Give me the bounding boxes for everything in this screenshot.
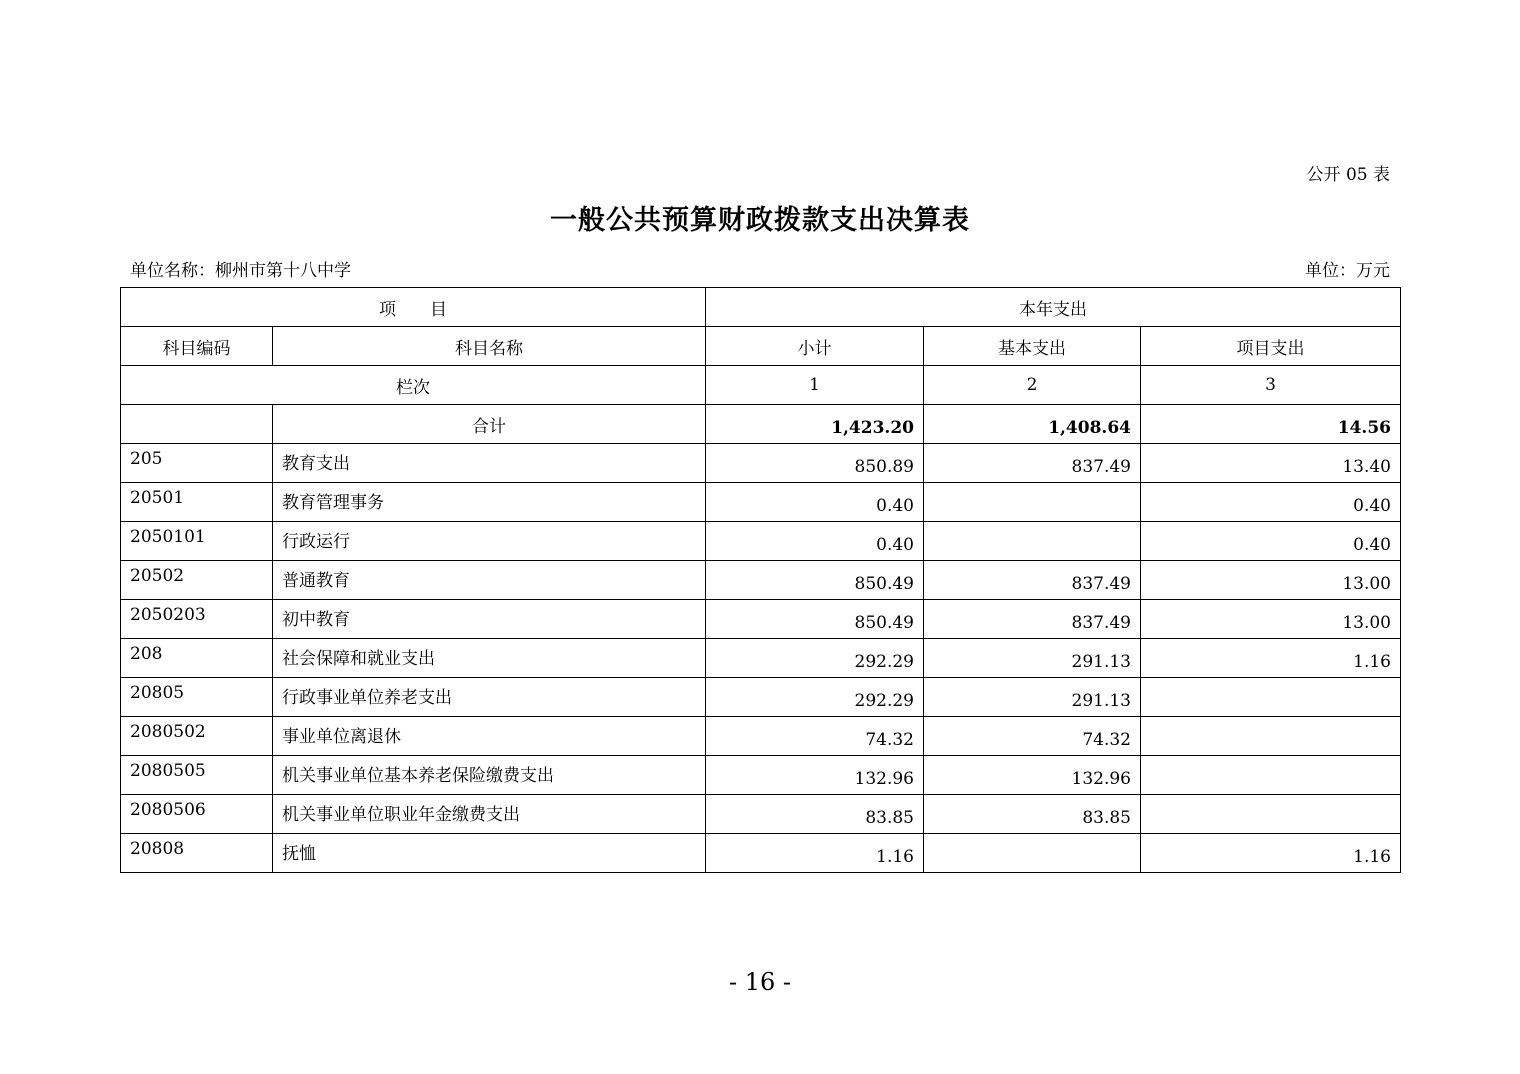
unit-name: 单位名称：柳州市第十八中学	[130, 261, 351, 281]
table-row	[121, 561, 1401, 600]
subject-name-cell: 教育支出	[273, 444, 706, 483]
total-label: 合计	[273, 405, 706, 444]
header-basic-expenditure: 基本支出	[924, 327, 1141, 366]
subject-name-cell: 行政事业单位养老支出	[273, 678, 706, 717]
basic-cell: 291.13	[924, 678, 1141, 717]
subject-code-cell: 20501	[121, 483, 273, 522]
subject-name-cell: 教育管理事务	[273, 483, 706, 522]
header-col3: 3	[1141, 366, 1401, 405]
project-cell	[1141, 678, 1401, 717]
project-cell	[1141, 795, 1401, 834]
total-project: 14.56	[1141, 405, 1401, 444]
subject-name-cell: 抚恤	[273, 834, 706, 873]
project-cell: 1.16	[1141, 834, 1401, 873]
table-row	[121, 795, 1401, 834]
total-basic: 1,408.64	[924, 405, 1141, 444]
header-subtotal: 小计	[706, 327, 924, 366]
subject-code-cell: 2080506	[121, 795, 273, 834]
page-number: - 16 -	[728, 968, 791, 996]
subtotal-cell: 292.29	[706, 678, 924, 717]
project-cell	[1141, 756, 1401, 795]
subject-name-cell: 机关事业单位职业年金缴费支出	[273, 795, 706, 834]
header-subject-name: 科目名称	[273, 327, 706, 366]
header-col1: 1	[706, 366, 924, 405]
basic-cell	[924, 522, 1141, 561]
subject-name-cell: 社会保障和就业支出	[273, 639, 706, 678]
subtotal-cell: 850.89	[706, 444, 924, 483]
basic-cell: 74.32	[924, 717, 1141, 756]
subtotal-cell: 0.40	[706, 483, 924, 522]
subject-name-cell: 普通教育	[273, 561, 706, 600]
subject-code-cell: 2080502	[121, 717, 273, 756]
table-row	[121, 600, 1401, 639]
subject-code-cell: 20808	[121, 834, 273, 873]
header-row-2	[121, 327, 1401, 366]
header-row-1	[121, 288, 1401, 327]
basic-cell: 837.49	[924, 561, 1141, 600]
table-row	[121, 444, 1401, 483]
basic-cell: 83.85	[924, 795, 1141, 834]
page-title: 一般公共预算财政拨款支出决算表	[550, 205, 970, 236]
table-row	[121, 522, 1401, 561]
header-project: 项 目	[121, 288, 706, 327]
table-row	[121, 717, 1401, 756]
expenditure-table	[120, 287, 1401, 873]
subtotal-cell: 850.49	[706, 561, 924, 600]
total-code-empty	[121, 405, 273, 444]
subject-name-cell: 行政运行	[273, 522, 706, 561]
header-project-expenditure: 项目支出	[1141, 327, 1401, 366]
basic-cell: 837.49	[924, 444, 1141, 483]
subject-code-cell: 2050101	[121, 522, 273, 561]
subtotal-cell: 83.85	[706, 795, 924, 834]
subject-name-cell: 事业单位离退休	[273, 717, 706, 756]
header-subject-code: 科目编码	[121, 327, 273, 366]
subject-code-cell: 2080505	[121, 756, 273, 795]
project-cell: 13.40	[1141, 444, 1401, 483]
project-cell: 0.40	[1141, 483, 1401, 522]
project-cell: 13.00	[1141, 561, 1401, 600]
basic-cell	[924, 483, 1141, 522]
project-cell: 13.00	[1141, 600, 1401, 639]
subtotal-cell: 1.16	[706, 834, 924, 873]
header-column-index: 栏次	[121, 366, 706, 405]
unit-label: 单位：万元	[1305, 261, 1390, 281]
table-row	[121, 678, 1401, 717]
subject-code-cell: 20805	[121, 678, 273, 717]
subtotal-cell: 292.29	[706, 639, 924, 678]
header-col2: 2	[924, 366, 1141, 405]
header-current-year-expenditure: 本年支出	[706, 288, 1401, 327]
basic-cell: 837.49	[924, 600, 1141, 639]
table-row	[121, 834, 1401, 873]
header-row-3	[121, 366, 1401, 405]
form-number: 公开 05 表	[1306, 165, 1390, 185]
subtotal-cell: 74.32	[706, 717, 924, 756]
table-row	[121, 756, 1401, 795]
project-cell: 1.16	[1141, 639, 1401, 678]
project-cell: 0.40	[1141, 522, 1401, 561]
subject-name-cell: 初中教育	[273, 600, 706, 639]
subtotal-cell: 132.96	[706, 756, 924, 795]
total-subtotal: 1,423.20	[706, 405, 924, 444]
subject-code-cell: 205	[121, 444, 273, 483]
project-cell	[1141, 717, 1401, 756]
subject-name-cell: 机关事业单位基本养老保险缴费支出	[273, 756, 706, 795]
basic-cell: 132.96	[924, 756, 1141, 795]
basic-cell	[924, 834, 1141, 873]
subtotal-cell: 0.40	[706, 522, 924, 561]
table-row	[121, 639, 1401, 678]
subject-code-cell: 2050203	[121, 600, 273, 639]
total-row	[121, 405, 1401, 444]
table-row	[121, 483, 1401, 522]
subject-code-cell: 208	[121, 639, 273, 678]
subtotal-cell: 850.49	[706, 600, 924, 639]
basic-cell: 291.13	[924, 639, 1141, 678]
subject-code-cell: 20502	[121, 561, 273, 600]
